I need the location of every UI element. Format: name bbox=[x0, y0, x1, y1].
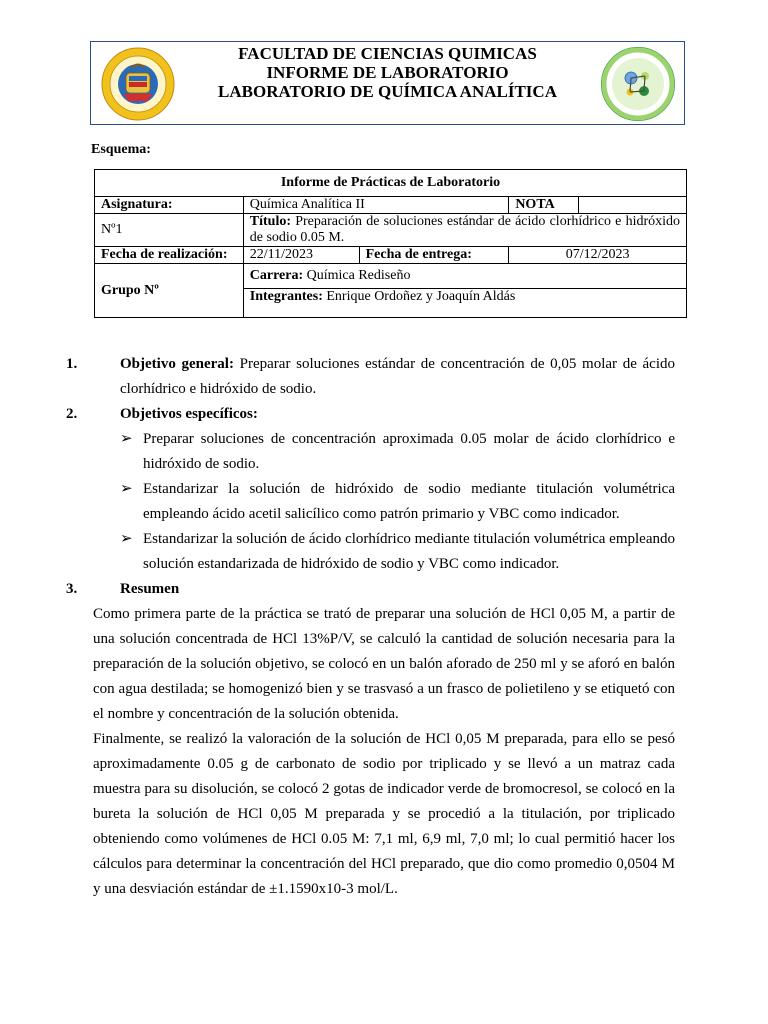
due-date-value: 07/12/2023 bbox=[509, 247, 687, 264]
section-number: 3. bbox=[66, 581, 78, 597]
list-item bbox=[93, 427, 675, 477]
arrow-bullet-icon: ➢ bbox=[120, 481, 133, 497]
summary-paragraph-2: Finalmente, se realizó la valoración de la solución de HCl 0,05 M preparada, para ello se pesó aproximadamente 0.05 g de carbonato de sodio por triplicado y se llevó a un matraz cada muestra para su disolución, se colocó 2 gotas de indicador verde de bromocresol, se colocó en la bureta la solución de HCl 0,05 M preparada y se procedió a la titulación, por triplicado obteniendo como volúmenes de HCl 0.05 M: 7,1 ml, 6,9 ml, 7,0 ml; lo cual permitió hacer los cálculos para determinar la concentración del HCl preparado, que dio como promedio 0,0504 M y una desviación estándar de ±1.1590x10-3 mol/L. bbox=[93, 731, 675, 897]
chemistry-faculty-seal-icon bbox=[598, 46, 678, 122]
title-value: Preparación de soluciones estándar de ácido clorhídrico e hidróxido de sodio 0.05 M. bbox=[249, 214, 681, 245]
practice-title bbox=[243, 214, 686, 247]
table-title: Informe de Prácticas de Laboratorio bbox=[95, 170, 687, 197]
report-body bbox=[66, 352, 675, 902]
members-value: Enrique Ordoñez y Joaquín Aldás bbox=[326, 289, 516, 304]
career-row bbox=[243, 264, 686, 289]
schema-label: Esquema: bbox=[91, 142, 151, 157]
grade-value bbox=[579, 197, 687, 214]
report-title: INFORME DE LABORATORIO bbox=[266, 63, 509, 82]
arrow-bullet-icon: ➢ bbox=[120, 531, 133, 547]
list-item-text: Estandarizar la solución de ácido clorhídrico mediante titulación volumétrica empleando solución estandarizada de hidróxido de sodio y VBC como indicador. bbox=[143, 531, 675, 572]
faculty-title: FACULTAD DE CIENCIAS QUIMICAS bbox=[238, 44, 537, 63]
university-seal-icon bbox=[98, 46, 178, 122]
group-label: Grupo Nº bbox=[95, 264, 244, 318]
subject-value: Química Analítica II bbox=[243, 197, 509, 214]
general-objective bbox=[66, 352, 675, 402]
due-date-label: Fecha de entrega: bbox=[359, 247, 509, 264]
header-titles bbox=[191, 44, 584, 101]
summary-paragraph-1: Como primera parte de la práctica se trató de preparar una solución de HCl 0,05 M, a partir de una solución concentrada de HCl 13%P/V, se calculó la cantidad de solución necesaria para la preparación de la solución objetivo, se colocó en un balón aforado de 250 ml y se aforó en balón con agua destilada; se homogenizó bien y se trasvasó a un frasco de polietileno y se etiquetó con el nombre y concentración de la solución obtenida. bbox=[93, 606, 675, 722]
list-item bbox=[93, 527, 675, 577]
lab-title: LABORATORIO DE QUÍMICA ANALÍTICA bbox=[218, 82, 557, 101]
lab-info-table bbox=[94, 169, 687, 318]
grade-label: NOTA bbox=[509, 197, 579, 214]
date-performed-value: 22/11/2023 bbox=[243, 247, 359, 264]
section-number: 2. bbox=[66, 406, 78, 422]
summary-heading bbox=[66, 577, 675, 602]
summary-label: Resumen bbox=[120, 581, 180, 597]
list-item-text: Preparar soluciones de concentración aproximada 0.05 molar de ácido clorhídrico e hidróxido de sodio. bbox=[143, 431, 675, 472]
subject-label: Asignatura: bbox=[95, 197, 244, 214]
section-number: 1. bbox=[66, 356, 78, 372]
title-label: Título: bbox=[249, 214, 291, 229]
document-header bbox=[90, 41, 685, 125]
list-item bbox=[93, 477, 675, 527]
practice-number: Nº1 bbox=[95, 214, 244, 247]
general-objective-text: Preparar soluciones estándar de concentración de 0,05 molar de ácido clorhídrico e hidróxido de sodio. bbox=[120, 356, 675, 397]
career-value: Química Rediseño bbox=[306, 268, 411, 283]
date-performed-label: Fecha de realización: bbox=[95, 247, 244, 264]
members-label: Integrantes: bbox=[249, 289, 323, 304]
arrow-bullet-icon: ➢ bbox=[120, 431, 133, 447]
specific-objectives-heading bbox=[66, 402, 675, 427]
general-objective-label: Objetivo general: bbox=[120, 356, 234, 372]
specific-objectives-label: Objetivos específicos: bbox=[120, 406, 258, 422]
list-item-text: Estandarizar la solución de hidróxido de sodio mediante titulación volumétrica empleando ácido acetil salicílico como patrón primario y VBC como indicador. bbox=[143, 481, 675, 522]
career-label: Carrera: bbox=[249, 268, 304, 283]
members-row bbox=[243, 289, 686, 318]
